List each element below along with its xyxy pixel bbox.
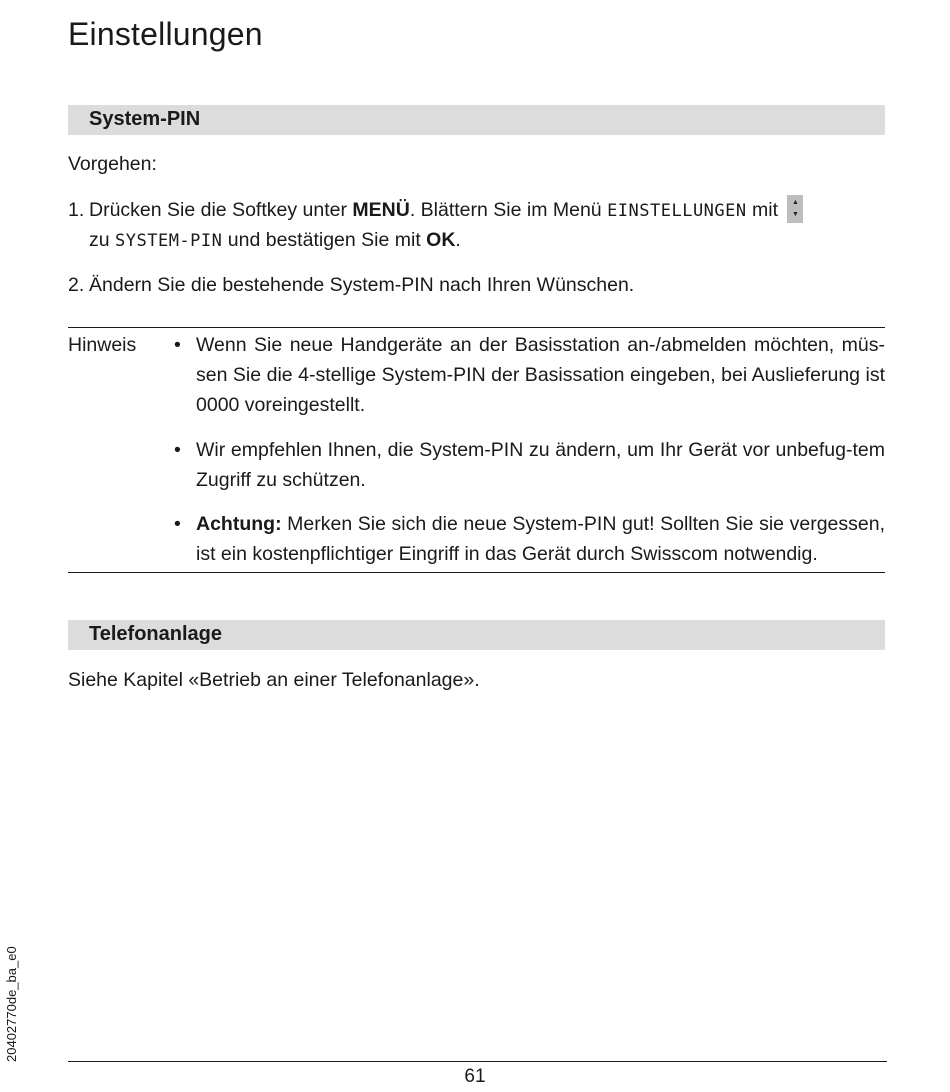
up-down-scroll-key-icon xyxy=(787,195,803,223)
step-text: und bestätigen Sie mit xyxy=(222,229,427,251)
note-bullet-3 xyxy=(196,509,885,569)
section-header-system-pin xyxy=(68,105,885,135)
procedure-intro: Vorgehen: xyxy=(68,153,157,175)
step-1-line-2 xyxy=(89,225,461,256)
note-bottom-rule xyxy=(68,572,885,573)
bullet-icon: • xyxy=(174,334,181,356)
step-1-line-1 xyxy=(89,195,803,226)
step-text: Drücken Sie die Softkey unter xyxy=(89,199,353,221)
step-number: 1. xyxy=(68,199,85,221)
warning-text: Merken Sie sich die neue System-PIN gut! Sollten Sie sie vergessen, ist ein kostenpflichtiger Eingriff in das Gerät durch Swisscom notwendig. xyxy=(196,513,885,565)
ok-softkey-label: OK xyxy=(426,229,456,251)
section-header-telefonanlage xyxy=(68,620,885,650)
note-bullet-1: Wenn Sie neue Handgeräte an der Basisstation an-/abmelden möchten, müs-sen Sie die 4-stellige System-PIN der Basissation eingeben, bei Auslieferung ist 0000 voreingestellt. xyxy=(196,334,885,416)
section-title: Telefonanlage xyxy=(89,623,222,645)
document-code: 20402770de_ba_e0 xyxy=(4,946,19,1062)
step-text: mit xyxy=(746,199,784,221)
step-text: . Blättern Sie im Menü xyxy=(409,199,608,221)
step-text: . xyxy=(455,229,461,251)
arrow-up-icon: ▲ xyxy=(792,199,799,206)
display-menu-system-pin: SYSTEM-PIN xyxy=(115,231,223,251)
note-bullet-2: Wir empfehlen Ihnen, die System-PIN zu ändern, um Ihr Gerät vor unbefug-tem Zugriff zu schützen. xyxy=(196,439,885,491)
bullet-icon: • xyxy=(174,513,181,535)
note-top-rule xyxy=(68,327,885,328)
pbx-reference-text: Siehe Kapitel «Betrieb an einer Telefonanlage». xyxy=(68,669,480,691)
step-text: zu xyxy=(89,229,116,251)
footer-rule xyxy=(68,1061,887,1062)
bullet-icon: • xyxy=(174,439,181,461)
warning-label: Achtung: xyxy=(196,513,282,535)
note-label: Hinweis xyxy=(68,334,137,356)
section-title: System-PIN xyxy=(89,108,201,130)
step-2-text: Ändern Sie die bestehende System-PIN nach Ihren Wünschen. xyxy=(89,274,635,296)
display-menu-einstellungen: EINSTELLUNGEN xyxy=(607,201,747,221)
menu-softkey-label: MENÜ xyxy=(352,199,410,221)
page-number: 61 xyxy=(464,1066,486,1087)
step-number: 2. xyxy=(68,274,85,296)
page-title: Einstellungen xyxy=(68,16,263,52)
arrow-down-icon: ▼ xyxy=(792,211,799,218)
